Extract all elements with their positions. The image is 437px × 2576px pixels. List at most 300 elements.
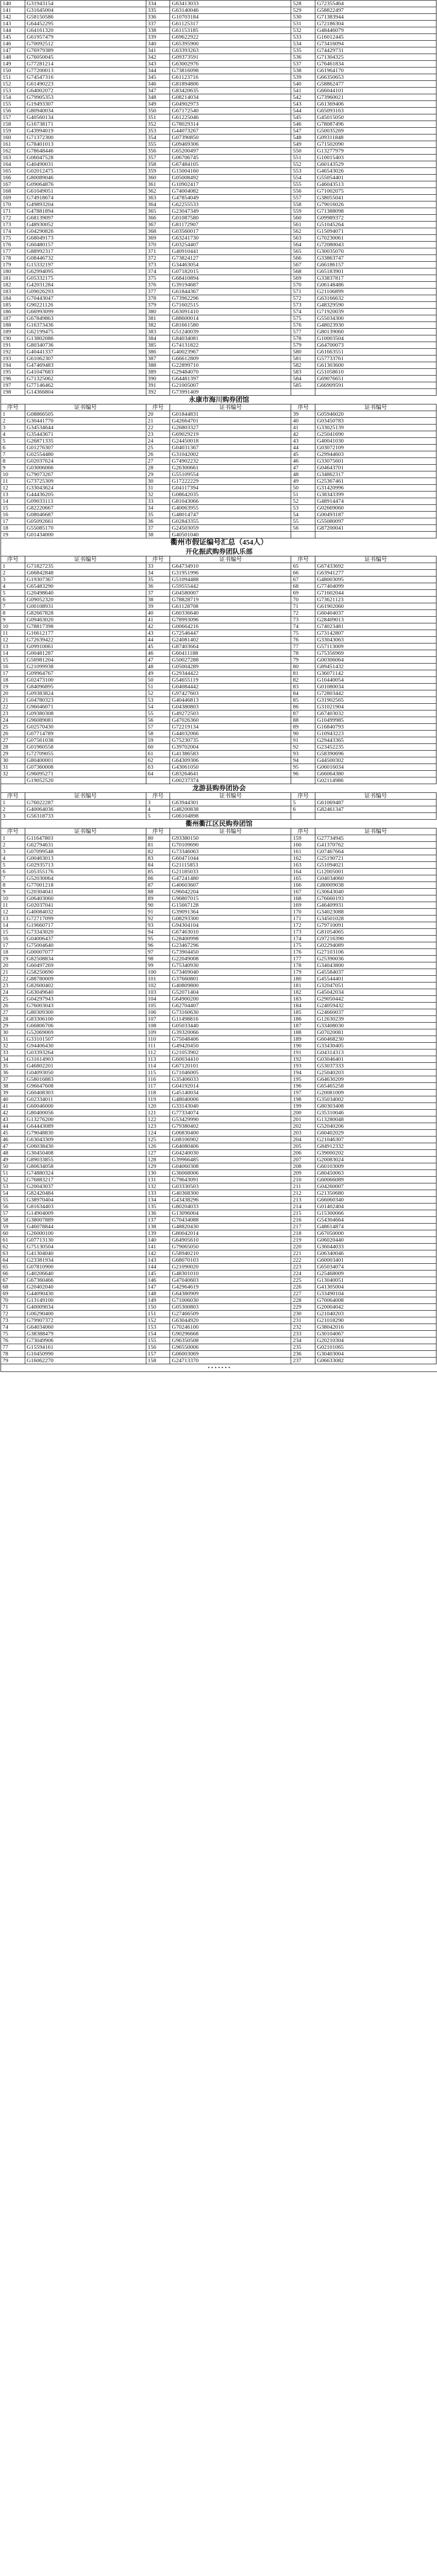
cert-cell: G39091364 (170, 909, 291, 916)
cert-cell: G72717099 (25, 916, 146, 922)
seq-cell: 534 (291, 41, 315, 47)
seq-cell: 560 (291, 215, 315, 222)
seq-cell: 136 (146, 1210, 170, 1217)
seq-cell: 4 (1, 431, 25, 438)
seq-cell: 155 (146, 1337, 170, 1344)
cert-cell: G39702004 (170, 744, 291, 751)
seq-cell: 189 (1, 329, 25, 335)
seq-cell: 34 (146, 505, 170, 512)
seq-cell: 27 (1, 737, 25, 744)
cert-cell: G13040051 (315, 1277, 436, 1284)
seq-cell: 198 (1, 389, 25, 396)
seq-cell: 62 (1, 1244, 25, 1250)
cert-header: 证书编号 (170, 404, 291, 411)
cert-cell: G07714789 (25, 731, 146, 737)
cert-cell: G58940210 (170, 1250, 291, 1257)
cert-cell: G16738171 (25, 121, 146, 128)
cert-cell: G67172540 (170, 108, 291, 114)
seq-cell: 226 (291, 1284, 315, 1291)
section-certificate-table (1, 828, 436, 1364)
seq-cell: 190 (291, 1043, 315, 1049)
table-row (1, 855, 436, 862)
seq-cell: 196 (291, 1083, 315, 1090)
cert-cell: G75048406 (170, 1036, 291, 1043)
cert-cell: G73049906 (25, 1337, 146, 1344)
seq-cell: 162 (291, 855, 315, 862)
divider: • • • • • • • (1, 1364, 437, 1372)
table-row (1, 969, 436, 976)
cert-cell: G09910061 (25, 643, 146, 650)
seq-cell: 79 (291, 657, 315, 664)
cert-cell: G65093163 (315, 108, 436, 114)
seq-cell: 581 (291, 355, 315, 362)
seq-cell: 123 (146, 1123, 170, 1130)
seq-cell: 375 (146, 275, 170, 282)
seq-cell: 32 (1, 771, 25, 777)
cert-cell: G79643091 (170, 1177, 291, 1183)
cert-cell: G77404099 (315, 583, 436, 590)
table-row (1, 309, 436, 315)
cert-cell: G64080406 (170, 1143, 291, 1150)
cert-cell: G42964619 (170, 1284, 291, 1291)
seq-cell: 7 (1, 451, 25, 458)
seq-cell: 83 (146, 855, 170, 862)
table-row (1, 282, 436, 289)
table-row (1, 637, 436, 643)
seq-cell: 77 (1, 1344, 25, 1351)
table-row (1, 1049, 436, 1056)
section-certificate-table (1, 404, 436, 538)
table-header-row (1, 793, 436, 800)
cert-cell: G73160630 (170, 1009, 291, 1016)
cert-cell: G02012475 (25, 168, 146, 175)
table-row (1, 1304, 436, 1311)
cert-cell: G20498640 (25, 590, 146, 597)
seq-cell: 52 (291, 498, 315, 505)
cert-cell: G69029219 (170, 431, 291, 438)
seq-cell: 32 (1, 1043, 25, 1049)
section-certificate-table (1, 792, 436, 820)
seq-cell: 11 (1, 902, 25, 909)
table-row (1, 1157, 436, 1163)
table-row (1, 1358, 436, 1364)
cert-cell: G81172907 (170, 222, 291, 228)
cert-cell: G27734945 (315, 835, 436, 842)
cert-cell: G04031367 (170, 445, 291, 451)
seq-cell: 133 (146, 1190, 170, 1197)
seq-cell: 94 (146, 929, 170, 936)
seq-cell: 40 (1, 1096, 25, 1103)
seq-cell: 163 (1, 155, 25, 161)
cert-cell: G14904009 (25, 1210, 146, 1217)
seq-cell: 152 (1, 81, 25, 88)
seq-cell: 96 (291, 771, 315, 777)
section-certificate-table (1, 556, 436, 784)
seq-cell: 155 (1, 101, 25, 108)
seq-cell: 10 (1, 623, 25, 630)
seq-cell: 55 (146, 710, 170, 717)
cert-cell: G61125317 (170, 21, 291, 27)
seq-cell: 554 (291, 175, 315, 181)
seq-cell: 9 (1, 617, 25, 623)
seq-cell: 36 (1, 1070, 25, 1076)
cert-cell: G19660717 (25, 922, 146, 929)
cert-cell: G66064380 (315, 771, 436, 777)
seq-cell: 543 (291, 101, 315, 108)
seq-cell: 167 (291, 889, 315, 895)
cert-cell: G48614874 (315, 1224, 436, 1230)
cert-cell: G96807015 (170, 895, 291, 902)
cert-cell: G04117394 (170, 485, 291, 492)
cert-cell: G73904450 (170, 949, 291, 956)
cert-cell: G82420484 (25, 1190, 146, 1197)
table-row (1, 101, 436, 108)
seq-cell: 386 (146, 349, 170, 355)
seq-cell: 227 (291, 1291, 315, 1297)
cert-cell: G20083024 (315, 1157, 436, 1163)
seq-cell: 47 (146, 657, 170, 664)
seq-cell: 199 (291, 1103, 315, 1110)
cert-cell: G71502090 (315, 141, 436, 148)
seq-cell: 532 (291, 27, 315, 34)
cert-cell: G63002976 (170, 61, 291, 67)
seq-cell: 71 (1, 1304, 25, 1311)
seq-cell: 195 (291, 1076, 315, 1083)
cert-cell: G40603607 (170, 882, 291, 889)
seq-cell: 72 (1, 1311, 25, 1317)
seq-cell: 53 (291, 505, 315, 512)
seq-cell: 16 (1, 936, 25, 942)
seq-cell: 172 (291, 922, 315, 929)
cert-cell: G61957479 (25, 34, 146, 41)
cert-cell: G81634403 (25, 1204, 146, 1210)
cert-cell: G47241480 (170, 875, 291, 882)
cert-cell: G45584037 (315, 969, 436, 976)
seq-cell: 78 (291, 650, 315, 657)
cert-cell: G31420996 (315, 485, 436, 492)
seq-cell: 128 (146, 1157, 170, 1163)
seq-cell: 31 (146, 485, 170, 492)
seq-cell: 42 (1, 1110, 25, 1116)
table-row (1, 590, 436, 597)
seq-cell: 38 (146, 532, 170, 538)
seq-header: 序号 (291, 828, 315, 835)
seq-cell: 14 (1, 922, 25, 929)
seq-cell: 18 (1, 949, 25, 956)
seq-cell: 344 (146, 67, 170, 74)
seq-cell: 36 (146, 518, 170, 525)
cert-cell: G26803327 (170, 425, 291, 431)
seq-cell: 97 (146, 949, 170, 956)
table-row (1, 1043, 436, 1049)
cert-cell: G63944301 (170, 800, 291, 806)
cert-cell: G60402029 (315, 1130, 436, 1137)
table-row (1, 27, 436, 34)
seq-cell: 31 (1, 764, 25, 771)
cert-cell: G09373591 (170, 54, 291, 61)
cert-cell: G52040206 (315, 1123, 436, 1130)
table-row (1, 1291, 436, 1297)
table-row (1, 512, 436, 518)
table-row (1, 355, 436, 362)
cert-cell: G17222229 (170, 478, 291, 485)
cert-cell: G21018290 (315, 1317, 436, 1324)
seq-cell: 17 (1, 670, 25, 677)
table-row (1, 1036, 436, 1043)
cert-cell: G34043800 (315, 962, 436, 969)
cert-cell: G76979389 (25, 47, 146, 54)
cert-cell: G07099548 (25, 849, 146, 855)
seq-cell: 364 (146, 201, 170, 208)
cert-cell: G84096895 (25, 684, 146, 690)
seq-cell: 13 (1, 643, 25, 650)
cert-cell: G26300661 (170, 465, 291, 471)
seq-cell: 362 (146, 188, 170, 195)
cert-cell: G58250690 (25, 969, 146, 976)
cert-cell (315, 389, 436, 396)
cert-cell: G72355464 (315, 1, 436, 7)
seq-cell: 184 (291, 1003, 315, 1009)
seq-cell: 351 (146, 114, 170, 121)
seq-cell: 378 (146, 295, 170, 302)
seq-cell: 358 (146, 161, 170, 168)
cert-cell: G80400001 (25, 757, 146, 764)
cert-cell: G63049640 (25, 989, 146, 996)
seq-cell: 83 (291, 684, 315, 690)
table-row (1, 155, 436, 161)
seq-cell: 158 (1, 121, 25, 128)
table-row (1, 248, 436, 255)
seq-cell: 188 (291, 1029, 315, 1036)
cert-cell: G71920039 (315, 309, 436, 315)
table-row (1, 577, 436, 583)
cert-cell: G09052320 (25, 597, 146, 603)
seq-cell: 72 (291, 610, 315, 617)
seq-cell: 192 (291, 1056, 315, 1063)
cert-cell: G00481287 (25, 650, 146, 657)
seq-cell: 16 (1, 664, 25, 670)
table-row (1, 1190, 436, 1197)
seq-cell: 206 (291, 1150, 315, 1157)
cert-cell: G87200041 (315, 525, 436, 532)
cert-cell: G40064036 (25, 806, 146, 813)
seq-cell: 531 (291, 21, 315, 27)
cert-cell: G58150586 (25, 14, 146, 21)
cert-cell: G44436205 (25, 492, 146, 498)
seq-cell: 74 (1, 1324, 25, 1331)
cert-cell: G30403004 (315, 1351, 436, 1358)
seq-cell: 33 (146, 563, 170, 570)
seq-cell: 214 (291, 1204, 315, 1210)
seq-cell: 104 (146, 996, 170, 1003)
cert-cell: G71006030 (170, 1297, 291, 1304)
table-row (1, 1210, 436, 1217)
cert-cell: G34862317 (315, 471, 436, 478)
table-row (1, 1204, 436, 1210)
cert-cell: G72219134 (170, 724, 291, 731)
cert-cell: G60408303 (25, 1090, 146, 1096)
table-row (1, 222, 436, 228)
seq-cell: 545 (291, 114, 315, 121)
cert-cell: G64002072 (25, 88, 146, 94)
cert-cell: G66044101 (315, 88, 436, 94)
table-row (1, 94, 436, 101)
seq-cell: 354 (146, 134, 170, 141)
cert-cell: G07810900 (25, 1264, 146, 1270)
cert-cell: G09311848 (315, 134, 436, 141)
cert-cell: G11498816 (170, 1016, 291, 1023)
cert-cell: G61369406 (315, 101, 436, 108)
seq-cell: 12 (1, 909, 25, 916)
seq-cell: 28 (1, 1016, 25, 1023)
cert-cell: G64034060 (25, 1324, 146, 1331)
seq-cell: 43 (291, 438, 315, 445)
table-row (1, 431, 436, 438)
seq-cell: 575 (291, 315, 315, 322)
cert-cell: G31645004 (25, 7, 146, 14)
cert-cell: G53429990 (170, 1116, 291, 1123)
cert-cell: G58822497 (315, 7, 436, 14)
seq-cell: 171 (291, 916, 315, 922)
cert-cell: G38343399 (315, 492, 436, 498)
cert-cell: G40446813 (170, 697, 291, 704)
seq-cell: 94 (291, 757, 315, 764)
seq-cell: 1 (1, 835, 25, 842)
cert-cell: G25040203 (315, 1070, 436, 1076)
seq-cell: 6 (1, 445, 25, 451)
cert-cell: G06020440 (315, 1237, 436, 1244)
cert-cell: G80309300 (25, 1009, 146, 1016)
seq-cell: 43 (1, 1116, 25, 1123)
cert-cell: G66909591 (315, 382, 436, 389)
cert-cell: G01087580 (170, 215, 291, 222)
seq-cell: 17 (1, 518, 25, 525)
seq-cell: 53 (146, 697, 170, 704)
cert-cell: G69076651 (315, 376, 436, 382)
seq-header: 序号 (1, 793, 25, 800)
cert-cell: G77146462 (25, 382, 146, 389)
seq-cell: 48 (1, 1150, 25, 1157)
cert-cell: G57113009 (315, 643, 436, 650)
seq-cell: 202 (291, 1123, 315, 1130)
cert-cell: G34463054 (170, 262, 291, 268)
table-row (1, 148, 436, 155)
cert-cell: G01844831 (170, 411, 291, 418)
seq-cell: 86 (291, 704, 315, 710)
cert-cell: G33043063 (315, 637, 436, 643)
table-row (1, 813, 436, 820)
cert-cell: G31021904 (315, 704, 436, 710)
seq-cell: 70 (291, 597, 315, 603)
cert-cell: G55054401 (315, 175, 436, 181)
cert-cell: G96550006 (170, 1344, 291, 1351)
table-row (1, 14, 436, 21)
seq-cell: 159 (291, 835, 315, 842)
seq-cell: 84 (146, 862, 170, 869)
cert-cell: G43994019 (25, 128, 146, 134)
cert-cell: G04034060 (315, 875, 436, 882)
cert-cell: G58016883 (25, 1076, 146, 1083)
cert-cell: G79905353 (25, 94, 146, 101)
seq-cell: 148 (146, 1291, 170, 1297)
seq-cell: 71 (291, 603, 315, 610)
cert-cell: G45140034 (170, 1090, 291, 1096)
cert-cell: G24081402 (170, 637, 291, 643)
seq-cell: 162 (1, 148, 25, 155)
cert-cell: G35443671 (25, 431, 146, 438)
cert-cell: G03330503 (170, 1183, 291, 1190)
cert-cell: G52030064 (25, 875, 146, 882)
seq-cell: 24 (146, 438, 170, 445)
table-row (1, 1063, 436, 1070)
table-row (1, 862, 436, 869)
cert-cell: G06104898 (170, 813, 291, 820)
table-row (1, 1197, 436, 1204)
table-row (1, 835, 436, 842)
cert-cell: G61123716 (170, 74, 291, 81)
table-row (1, 875, 436, 882)
seq-cell: 190 (1, 335, 25, 342)
seq-cell: 157 (146, 1351, 170, 1358)
cert-cell: G04643701 (315, 465, 436, 471)
cert-cell: G07020081 (315, 1029, 436, 1036)
cert-cell: G05008492 (170, 175, 291, 181)
cert-cell: G24503059 (170, 525, 291, 532)
cert-cell: G40063955 (170, 505, 291, 512)
seq-cell: 18 (1, 677, 25, 684)
table-row (1, 47, 436, 54)
seq-cell: 211 (291, 1183, 315, 1190)
cert-cell: G79380402 (170, 1123, 291, 1130)
cert-cell: G46802201 (25, 1063, 146, 1070)
table-row (1, 465, 436, 471)
seq-cell: 170 (291, 909, 315, 916)
cert-cell: G05355176 (25, 869, 146, 875)
seq-header: 序号 (291, 556, 315, 563)
seq-cell: 79 (1, 1358, 25, 1364)
cert-cell: G48914474 (315, 498, 436, 505)
cert-cell: G48329590 (315, 302, 436, 309)
seq-cell: 165 (1, 168, 25, 175)
seq-cell: 28 (146, 465, 170, 471)
seq-cell: 156 (1, 108, 25, 114)
seq-cell: 9 (1, 889, 25, 895)
seq-cell: 111 (146, 1043, 170, 1049)
seq-cell: 153 (146, 1324, 170, 1331)
seq-cell: 147 (1, 47, 25, 54)
cert-cell: G71827235 (25, 563, 146, 570)
seq-cell: 574 (291, 309, 315, 315)
table-row (1, 1, 436, 7)
cert-cell: G00108931 (25, 603, 146, 610)
cert-cell: G67463010 (170, 929, 291, 936)
table-row (1, 376, 436, 382)
cert-cell: G41305004 (315, 1284, 436, 1291)
seq-cell: 570 (291, 282, 315, 289)
cert-cell: G04093050 (25, 1070, 146, 1076)
table-header-row (1, 556, 436, 563)
seq-cell: 14 (1, 650, 25, 657)
cert-cell: G02554480 (25, 451, 146, 458)
table-row (1, 342, 436, 349)
seq-cell: 194 (291, 1070, 315, 1076)
seq-cell: 144 (1, 27, 25, 34)
table-row (1, 690, 436, 697)
seq-cell: 139 (146, 1230, 170, 1237)
cert-cell: G40009034 (25, 1304, 146, 1311)
cert-cell: G60003401 (315, 1257, 436, 1264)
seq-cell: 235 (291, 1344, 315, 1351)
